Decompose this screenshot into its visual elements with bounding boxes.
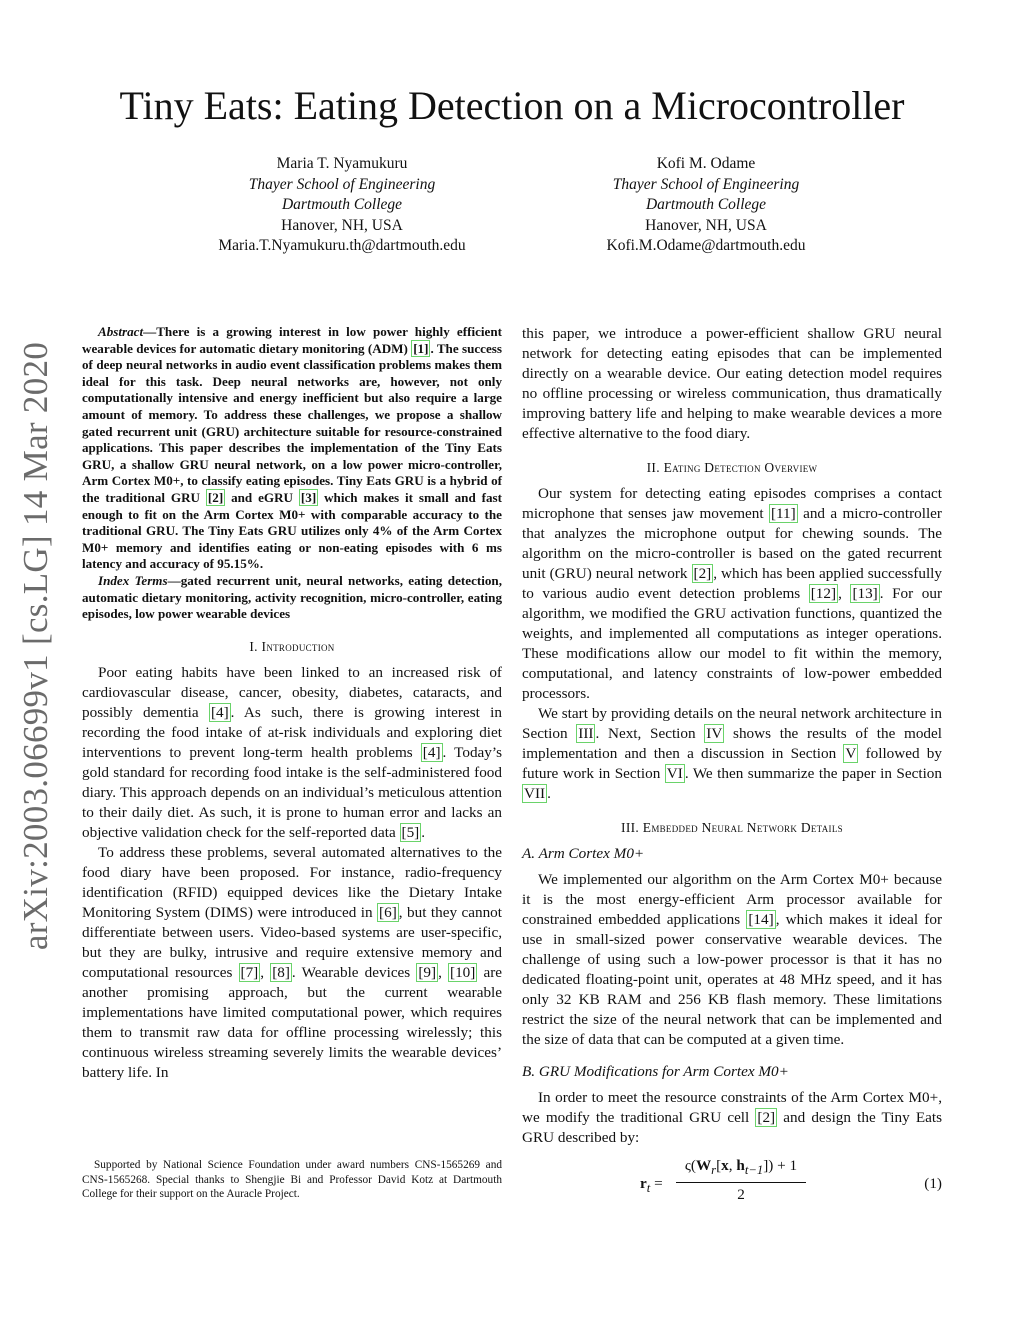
subsection-heading-b: B. GRU Modifications for Arm Cortex M0+ <box>522 1063 789 1080</box>
section-link[interactable]: IV <box>706 725 723 742</box>
author-block-1 <box>162 154 522 257</box>
index-terms-label: Index Terms <box>98 572 168 588</box>
citation-link[interactable]: [5] <box>401 823 420 841</box>
footnote: Supported by National Science Foundation under award numbers CNS-1565269 and CNS-1565268. Special thanks to Shengjie Bi and Professor David Kotz at Dartmouth College for their support on the Auracle Project. <box>82 1159 502 1201</box>
intro-paragraph-3: this paper, we introduce a power-efficient shallow GRU neural network for detecting eating episodes that can be implemented directly on a wearable device. Our eating detection model requires no offline processing or wireless communication, thus dramatically improving battery life and helping to make wearable devices a more effective alternative to the food diary. <box>522 325 942 442</box>
citation-link[interactable]: [9] <box>418 963 437 981</box>
citation-link[interactable]: [12] <box>810 585 837 602</box>
citation-link[interactable]: [11] <box>770 505 796 522</box>
right-column <box>522 324 942 1210</box>
equation-lhs: $r_t$ = <box>640 1175 663 1196</box>
citation-link[interactable]: [2] <box>207 489 224 505</box>
equation-denominator: 2 <box>737 1186 745 1204</box>
author-email[interactable]: Kofi.M.Odame@dartmouth.edu <box>606 237 806 254</box>
index-terms <box>82 573 502 623</box>
abstract-text: and eGRU <box>225 489 299 505</box>
intro-paragraph-1: Poor eating habits have been linked to an increased risk of cardiovascular disease, cancer, obesity, diabetes, cataracts, and possibly dementia [4] . As such, there is growing interest in recording the food intake of at-risk individuals and exploring diet interventions to prevent long-term health problems [4] . Today’s gold standard for recording food intake is the self-administered food diary. This approach depends on an individual’s meticulous attention to their daily diet. As such, it is prone to human error and lacks an objective validation check for the self-reported data [5] . <box>82 663 503 841</box>
citation-link[interactable]: [4] <box>210 703 229 721</box>
arxiv-stamp <box>8 341 64 951</box>
citation-link[interactable]: [2] <box>693 565 712 582</box>
equation-1 <box>522 1156 942 1210</box>
abstract-text: which makes it small and fast enough to fit on the Arm Cortex M0+ with comparable accuracy to the traditional GRU. The Tiny Eats GRU utilizes only 4% of the Arm Cortex M0+ memory and identifies eating or non-eating episodes with 6 ms latency and accuracy of 95.15%. <box>82 489 502 572</box>
citation-link[interactable]: [13] <box>852 585 878 602</box>
author-dept: Thayer School of Engineering <box>612 175 800 193</box>
author-email[interactable]: Maria.T.Nyamukuru.th@dartmouth.edu <box>218 237 466 254</box>
subsection-heading-a: A. Arm Cortex M0+ <box>522 845 645 862</box>
author-dept: Thayer School of Engineering <box>248 175 436 193</box>
section-heading-embedded: III. Embedded Neural Network Details <box>621 820 843 835</box>
author-block-2 <box>526 154 886 257</box>
embedded-paragraph-b: In order to meet the resource constraints of the Arm Cortex M0+, we modify the traditional GRU cell [2] and design the Tiny Eats GRU described by: <box>522 1089 942 1146</box>
section-link[interactable]: III <box>578 725 594 742</box>
abstract-text: —There is a growing interest in low power highly efficient wearable devices for automatic dietary monitoring (ADM) <box>82 324 502 356</box>
citation-link[interactable]: [8] <box>272 963 290 981</box>
citation-link[interactable]: [6] <box>379 903 397 921</box>
equation-fraction <box>676 1156 806 1205</box>
author-org: Dartmouth College <box>645 196 767 213</box>
author-name: Kofi M. Odame <box>656 155 756 172</box>
author-location: Hanover, NH, USA <box>281 216 403 234</box>
section-heading-overview: II. Eating Detection Overview <box>646 460 818 475</box>
citation-link[interactable]: [7] <box>240 963 259 981</box>
left-column <box>82 324 502 1083</box>
overview-paragraph-1: Our system for detecting eating episodes comprises a contact microphone that senses jaw movement [11] and a micro-controller that analyzes the microphone output for chewing sounds. The algorithm on the micro-controller is based on the gated recurrent unit (GRU) neural network [2] , which has been applied successfully to various audio event detection problems [12] , [13] . For our algorithm, we modified the GRU activation functions, quantized the weights, and implemented all computations as integer operations. These modifications allow our model to fit within the memory, computational, and latency constraints of low-power embedded processors. <box>522 485 943 702</box>
overview-paragraph-2: We start by providing details on the neural network architecture in Section III . Next, Section IV shows the results of the model implementation and then a discussion in Section V followed by future work in Section VI . We then summarize the paper in Section VII . <box>522 705 942 802</box>
paper-title: Tiny Eats: Eating Detection on a Microcontroller <box>119 83 905 128</box>
citation-link[interactable]: [4] <box>422 743 441 761</box>
arxiv-stamp-text: arXiv:2003.06699v1 [cs.LG] 14 Mar 2020 <box>16 341 55 951</box>
abstract-label: Abstract <box>98 324 144 339</box>
index-terms-text: —gated recurrent unit, neural networks, eating detection, automatic dietary monitoring, activity recognition, micro-controller, eating episodes, low power wearable devices <box>82 572 502 622</box>
author-name: Maria T. Nyamukuru <box>276 155 408 172</box>
citation-link[interactable]: [1] <box>413 340 429 356</box>
embedded-paragraph-a: We implemented our algorithm on the Arm Cortex M0+ because it is the most energy-efficient Arm processor available for constrained embedded applications [14] , which makes it ideal for use in small-sized power conservative wearable devices. The challenge of using such a low-power processor is that it has no dedicated floating-point unit, operates at 48 MHz speed, and it has only 32 KB RAM and 256 KB flash memory. These limitations restrict the size of the neural network that can be implemented and the size of data that can be computed at a given time. <box>522 871 942 1048</box>
abstract <box>82 324 502 573</box>
citation-link[interactable]: [2] <box>757 1109 776 1126</box>
author-org: Dartmouth College <box>281 196 403 213</box>
equation-number: (1) <box>924 1175 942 1192</box>
section-heading-intro: I. Introduction <box>249 638 335 654</box>
citation-link[interactable]: [10] <box>450 963 476 981</box>
section-link[interactable]: VI <box>666 765 683 782</box>
section-link[interactable]: VII <box>524 785 546 802</box>
equation-numerator: $\varsigma(W_r[x$, $h_{t-1}]) + 1$ <box>676 1156 806 1183</box>
section-link[interactable]: V <box>845 745 857 762</box>
intro-paragraph-2: To address these problems, several automated alternatives to the food diary have been proposed. For instance, radio-frequency identification (RFID) equipped devices like the Dietary Intake Monitoring System (DIMS) were introduced in [6] , but they cannot differentiate between users. Video-based systems are user-specific, but they are bulky, intrusive and require extensive memory and computational resources [7] , [8] . Wearable devices [9] , [10] are another promising approach, but the current wearable implementations have limited computational power, which requires them to transmit raw data for offline processing wirelessly; this continuous wireless streaming severely limits the wearable devices’ battery life. In <box>82 843 503 1081</box>
citation-link[interactable]: [14] <box>748 911 774 928</box>
abstract-text: . The success of deep neural networks in audio event classification problems makes them ideal for this task. Deep neural networks are, however, not only computationally intensive and energy inefficient but also require a large amount of memory. To address these challenges, we propose a shallow gated recurrent unit (GRU) architecture suitable for resource-constrained applications. This paper describes the implementation of the Tiny Eats GRU, a shallow GRU neural network, on a low power micro-controller, Arm Cortex M0+, to classify eating episodes. Tiny Eats GRU is a hybrid of the traditional GRU <box>82 340 502 505</box>
author-location: Hanover, NH, USA <box>645 216 767 234</box>
citation-link[interactable]: [3] <box>300 489 317 505</box>
